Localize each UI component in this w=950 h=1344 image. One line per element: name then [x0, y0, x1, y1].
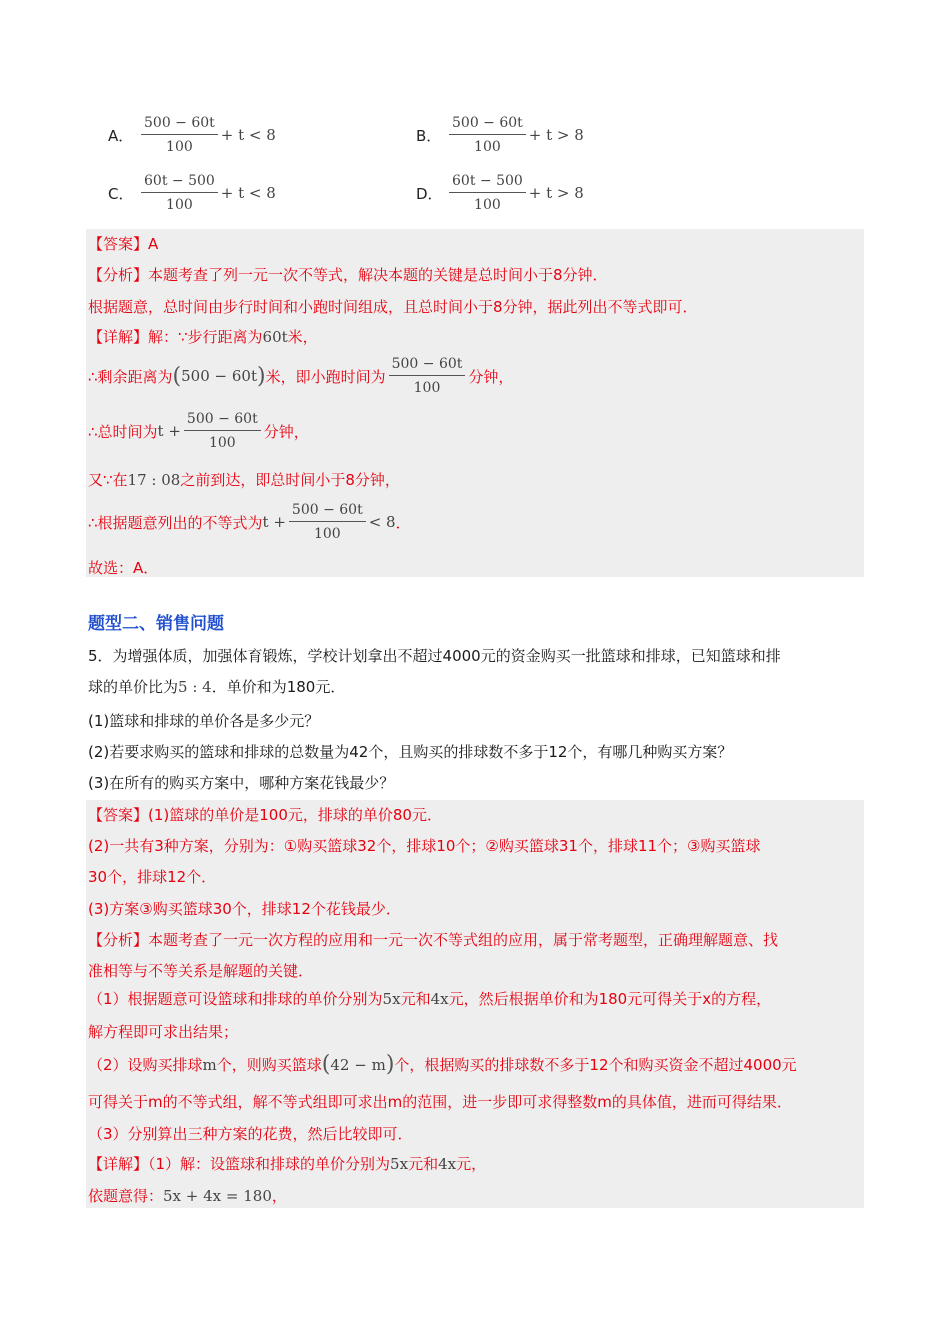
option-b-fraction: $\frac{500 - 60t}{100}$ [449, 116, 526, 154]
answer-2-line-4: (3)方案③购买篮球30个，排球12个花钱最少． [88, 900, 401, 918]
answer-2-line-2: (2)一共有3种方案，分别为：①购买篮球32个，排球10个；②购买篮球31个，排球11个；③购买篮球 [88, 837, 761, 855]
option-d-fraction: $\frac{60t - 500}{100}$ [449, 174, 526, 212]
option-d-label: D． [416, 184, 443, 203]
analysis-line-1: 【分析】本题考查了列一元一次不等式，解决本题的关键是总时间小于8分钟． [88, 266, 608, 284]
option-d-tail: + t > 8 [528, 184, 584, 202]
analysis-2-line-3: （1）根据题意可设篮球和排球的单价分别为 5x 元和 4x 元，然后根据单价和为180元可得关于x的方程， [88, 989, 772, 1008]
analysis-2-line-1: 【分析】本题考查了一元一次方程的应用和一元一次不等式组的应用，属于常考题型，正确理解题意、找 [88, 931, 779, 949]
detail-line-2: ∴剩余距离为 ( 500 − 60t ) 米，即小跑时间为 $\frac{500 - 60t}{100}$ 分钟， [88, 356, 514, 396]
answer-line: 【答案】A [88, 235, 159, 253]
detail-2-line-1: 【详解】（1）解：设篮球和排球的单价分别为 5x 元和 4x 元， [88, 1154, 487, 1173]
option-c-label: C． [108, 184, 134, 203]
option-a-fraction: $\frac{500 - 60t}{100}$ [141, 116, 218, 154]
analysis-2-line-6: 可得关于m的不等式组，解不等式组即可求出m的范围，进一步即可求得整数m的具体值，进而可得结果． [88, 1093, 792, 1111]
option-d [416, 174, 584, 212]
answer-2-line-1: 【答案】(1)篮球的单价是100元，排球的单价80元． [88, 806, 442, 824]
question-part-2: (2)若要求购买的篮球和排球的总数量为42个，且购买的排球数不多于12个，有哪几种购买方案？ [88, 743, 733, 761]
question-line-1: 5．为增强体质，加强体育锻炼，学校计划拿出不超过4000元的资金购买一批篮球和排球，已知篮球和排 [88, 647, 781, 665]
option-b [416, 116, 584, 154]
answer-2-line-3: 30个，排球12个． [88, 868, 217, 886]
detail-line-5: ∴根据题意列出的不等式为 t + $\frac{500 - 60t}{100}$ < 8 ． [88, 502, 411, 542]
detail-line-4: 又∵在 17 : 08 之前到达，即总时间小于8分钟， [88, 470, 400, 489]
detail-line-3: ∴总时间为 t + $\frac{500 - 60t}{100}$ 分钟， [88, 411, 309, 451]
option-a-tail: + t < 8 [220, 126, 276, 144]
question-part-3: (3)在所有的购买方案中，哪种方案花钱最少？ [88, 774, 395, 792]
analysis-2-line-4: 解方程即可求出结果； [88, 1023, 239, 1041]
option-c-tail: + t < 8 [220, 184, 276, 202]
detail-line-1: 【详解】解：∵步行距离为 60t 米， [88, 327, 318, 346]
section-title: 题型二、销售问题 [88, 614, 224, 634]
analysis-2-line-5: （2）设购买排球 m 个，则购买篮球 ( 42 − m ) 个，根据购买的排球数不多于12个和购买资金不超过4000元 [88, 1052, 797, 1077]
option-c-fraction: $\frac{60t - 500}{100}$ [141, 174, 218, 212]
choose-line: 故选：A． [88, 559, 159, 577]
question-line-2: 球的单价比为 5 : 4 ．单价和为180元． [88, 677, 346, 696]
question-part-1: (1)篮球和排球的单价各是多少元？ [88, 712, 320, 730]
analysis-2-line-2: 准相等与不等关系是解题的关键． [88, 962, 314, 980]
analysis-2-line-7: （3）分别算出三种方案的花费，然后比较即可． [88, 1125, 413, 1143]
option-a [108, 116, 276, 154]
option-b-label: B． [416, 126, 442, 145]
analysis-line-2: 根据题意，总时间由步行时间和小跑时间组成，且总时间小于8分钟，据此列出不等式即可． [88, 298, 698, 316]
detail-2-line-2: 依题意得： 5x + 4x = 180 ， [88, 1186, 287, 1205]
option-c [108, 174, 276, 212]
option-a-label: A． [108, 126, 134, 145]
option-b-tail: + t > 8 [528, 126, 584, 144]
